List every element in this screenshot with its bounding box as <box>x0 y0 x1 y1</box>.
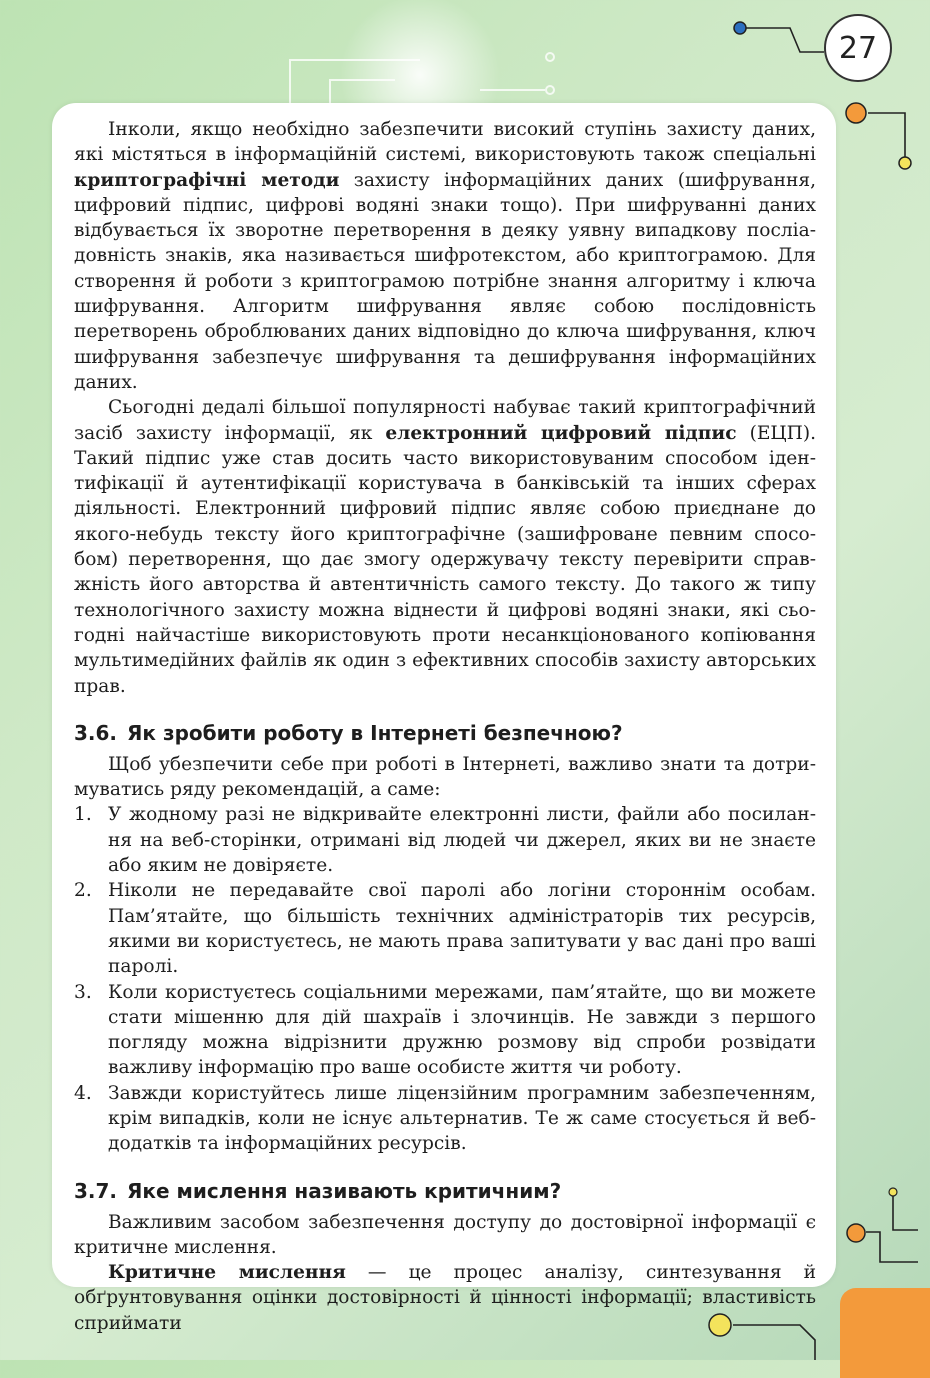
recommendations-list <box>74 802 816 1156</box>
section-3-6-intro: Щоб убезпечити себе при роботі в Інтернеті, важливо знати та дотримуватись ряду рекомендацій, а саме: <box>74 753 816 801</box>
yellow-node-small-icon <box>889 1188 897 1196</box>
orange-node-bottom-icon <box>847 1224 865 1242</box>
section-heading-3-6: 3.6. Як зробити роботу в Інтернеті безпечною? <box>74 720 623 745</box>
section-3-7-paragraph-2: Критичне мислення — це процес аналізу, синтезування й обґрунтовування оцінки достовірності й цінності інформації; властивість сприймати <box>74 1262 816 1334</box>
chapter-tab <box>840 1288 930 1378</box>
page-text <box>74 117 816 1336</box>
list-item: 3. Коли користуєтесь соціальними мережами, пам’ятайте, що ви можете стати мішенню для дій шахраїв і злочинців. Не завжди з першого погляду можна відрізнити дружню розмову від спроби розвідати важливу інформацію про ваше особисте життя чи роботу. <box>74 981 816 1079</box>
paragraph-digital-signature: Сьогодні дедалі більшої популярності набуває такий криптографічний засіб захисту інформації, як електронний цифровий підпис (ЕЦП). Такий підпис уже став досить часто використовуваним способом ідентифікації й аутентифікації користувача в банківській та інших сферах діяльності. Електронний цифровий підпис являє собою приєднане до якого-небудь тексту його криптографічне (зашифроване певним способом) перетворення, що дає змогу одержувачу тексту перевірити справжність його авторства й автентичність самого тексту. До такого ж типу технологічного захисту можна віднести й цифрові водяні знаки, які сьогодні найчастіше використовують проти несанкціонованого копіювання мультимедійних файлів як один з ефективних способів захисту авторських прав. <box>74 397 816 697</box>
list-item: 1. У жодному разі не відкривайте електронні листи, файли або посилання на веб-сторінки, отримані від людей чи джерел, яких ви не знаєте або яким не довіряєте. <box>74 804 816 877</box>
term-critical-thinking: Критичне мислення <box>108 1262 346 1284</box>
content-card <box>52 103 836 1334</box>
list-item: 4. Завжди користуйтесь лише ліцензійним програмним забезпеченням, крім випадків, коли не існує альтернатив. Те ж саме стосується й веб-додатків та інформаційних ресурсів. <box>74 1082 816 1155</box>
term-crypto-methods: криптографічні методи <box>74 169 340 191</box>
orange-node-icon <box>846 103 866 123</box>
paragraph-crypto-methods: Інколи, якщо необхідно забезпечити високий ступінь захисту даних, які містяться в інформаційній системі, використовують також спеціальні криптографічні методи захисту інформаційних даних (шифрування, цифровий підпис, цифрові водяні знаки тощо). При шифруванні даних відбувається їх зворотне перетворення в деяку уявну випадкову посліадовність знаків, яка називається шифротекстом, або криптограмою. Для створення й роботи з криптограмою потрібне знання алгоритму і ключа шифрування. Алгоритм шифрування являє собою послідовність перетворень оброблюваних даних відповідно до ключа шифрування, ключ шифрування забезпечує шифрування та дешифрування інформаційних даних. <box>74 119 816 393</box>
term-digital-signature: електронний цифровий підпис <box>385 422 737 444</box>
page-number: 27 <box>824 14 892 82</box>
section-heading-3-7: 3.7. Яке мислення називають критичним? <box>74 1178 562 1203</box>
yellow-node-icon <box>899 157 911 169</box>
list-item: 2. Ніколи не передавайте свої паролі або логіни стороннім особам. Пам’ятайте, що більшість технічних адміністраторів тих ресурсів, якими ви користуєтесь, не мають права запитувати у вас дані про ваші паролі. <box>74 880 816 978</box>
section-3-7-paragraph-1: Важливим засобом забезпечення доступу до достовірної інформації є критичне мислення. <box>74 1211 816 1258</box>
blue-node-icon <box>734 22 746 34</box>
